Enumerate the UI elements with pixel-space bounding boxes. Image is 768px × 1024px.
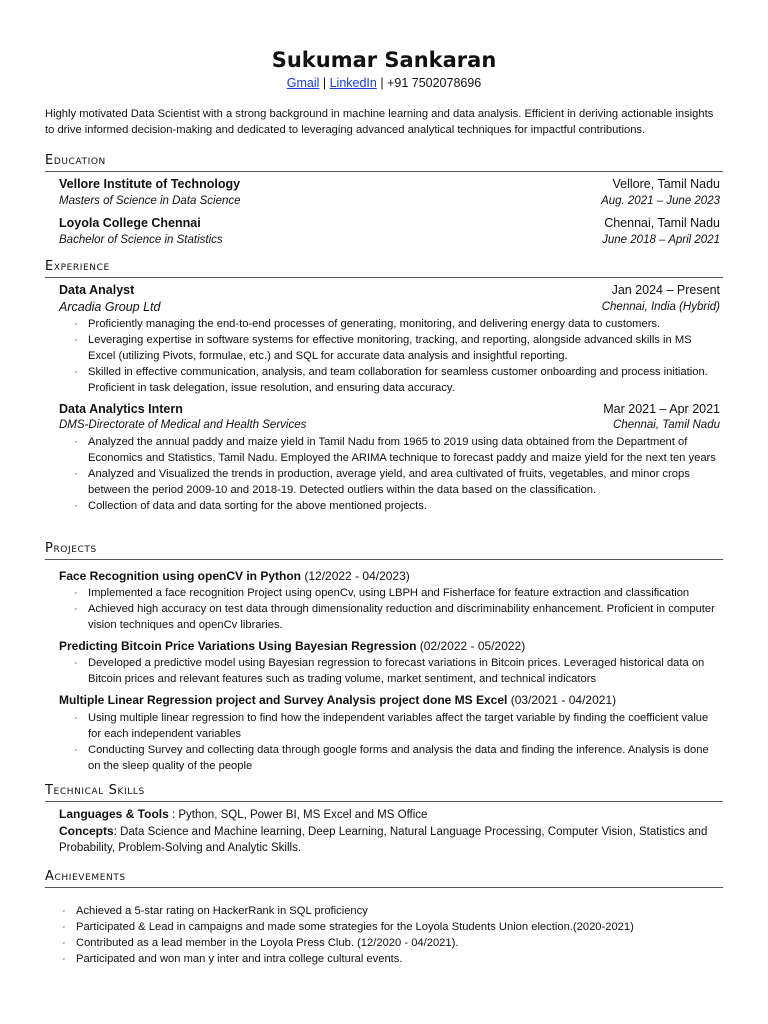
list-item: · Participated & Lead in campaigns and made some strategies for the Loyola Students Union election.(2020-2021)	[60, 919, 710, 935]
section-heading-experience: Experience	[45, 259, 723, 278]
contact-separator: |	[319, 76, 330, 90]
job-location: Chennai, India (Hybrid)	[601, 301, 720, 313]
job-dates: Mar 2021 – Apr 2021	[603, 402, 720, 416]
list-item: · Leveraging expertise in software systems for effective monitoring, tracking, and reporting, alongside advanced skills in MS Excel (utilizing Pivots, formulae, etc.) and SQL for accurate data analysis and insightful reporting.	[72, 332, 722, 364]
list-item: · Achieved high accuracy on test data through dimensionality reduction and discriminability enhancement. Proficient in computer vision techniques and openCv libraries.	[72, 601, 722, 633]
project-dates: (02/2022 - 05/2022)	[419, 639, 526, 653]
education-dates: June 2018 – April 2021	[602, 234, 720, 246]
concepts-value: Data Science and Machine learning, Deep Learning, Natural Language Processing, Computer Vision, Statistics and Probability, Problem-Solving and Analytic Skills.	[59, 826, 708, 854]
job-header	[59, 402, 720, 418]
languages-value: Python, SQL, Power BI, MS Excel and MS Office	[178, 809, 428, 821]
languages-separator: :	[168, 809, 179, 821]
list-item: · Proficiently managing the end-to-end processes of generating, monitoring, and delivering energy data to customers.	[72, 316, 722, 332]
school-name: Vellore Institute of Technology	[59, 177, 241, 191]
list-item: · Implemented a face recognition Project using openCv, using LBPH and Fisherface for feature extraction and classification	[72, 585, 722, 601]
phone-number: +91 7502078696	[387, 76, 482, 90]
job-bullets	[72, 316, 722, 396]
concepts-line	[59, 823, 719, 856]
list-item: · Conducting Survey and collecting data through google forms and analysis the data and finding the inference. Analysis is done on the sleep quality of the people	[72, 742, 722, 774]
list-item: · Collection of data and data sorting for the above mentioned projects.	[72, 498, 722, 514]
education-details	[59, 234, 720, 250]
linkedin-link[interactable]: LinkedIn	[329, 76, 377, 90]
contact-line	[0, 76, 768, 90]
job-organization: DMS-Directorate of Medical and Health Services	[59, 419, 307, 431]
languages-label: Languages & Tools	[59, 807, 169, 821]
job-location: Chennai, Tamil Nadu	[613, 419, 720, 431]
contact-separator: |	[376, 76, 388, 90]
degree: Masters of Science in Data Science	[59, 195, 241, 207]
section-heading-technical-skills: Technical Skills	[45, 783, 723, 802]
project-header	[59, 693, 720, 707]
degree: Bachelor of Science in Statistics	[59, 234, 223, 246]
education-details	[59, 195, 720, 211]
section-heading-projects: Projects	[45, 541, 723, 560]
project-header	[59, 639, 720, 653]
list-item: · Skilled in effective communication, analysis, and team collaboration for seamless customer onboarding and process initiation. Proficient in task delegation, issue resolution, and ensuring data accuracy.	[72, 364, 722, 396]
school-name: Loyola College Chennai	[59, 216, 201, 230]
project-title: Multiple Linear Regression project and Survey Analysis project done MS Excel	[59, 693, 508, 707]
candidate-name: Sukumar Sankaran	[271, 48, 497, 72]
job-title: Data Analyst	[59, 283, 135, 297]
concepts-label: Concepts	[59, 824, 114, 838]
job-bullets	[72, 434, 722, 514]
school-location: Vellore, Tamil Nadu	[612, 177, 720, 191]
gmail-link[interactable]: Gmail	[286, 76, 320, 90]
summary-paragraph: Highly motivated Data Scientist with a strong background in machine learning and data analysis. Efficient in deriving actionable insights to drive informed decision-making and dedicated to leveraging advanced analytical techniques for impactful contributions.	[45, 108, 714, 136]
list-item: · Contributed as a lead member in the Loyola Press Club. (12/2020 - 04/2021).	[60, 935, 710, 951]
school-location: Chennai, Tamil Nadu	[604, 216, 720, 230]
job-org-line	[59, 300, 720, 316]
list-item: · Analyzed the annual paddy and maize yield in Tamil Nadu from 1965 to 2019 using data obtained from the Department of Economics and Statistics, Tamil Nadu. Employed the ARIMA technique to forecast paddy and maize yield for the next ten years	[72, 434, 722, 466]
project-dates: (12/2022 - 04/2023)	[304, 569, 410, 583]
job-dates: Jan 2024 – Present	[611, 283, 720, 297]
concepts-separator: :	[113, 826, 121, 838]
list-item: · Using multiple linear regression to find how the independent variables affect the target variable by finding the coefficient value for each independent variables	[72, 710, 722, 742]
project-dates: (03/2021 - 04/2021)	[510, 693, 617, 707]
project-bullets	[72, 585, 722, 633]
section-heading-achievements: Achievements	[45, 869, 723, 888]
list-item: · Developed a predictive model using Bayesian regression to forecast variations in Bitcoin prices. Leveraged historical data on Bitcoin prices and relevant features such as trading volume, market sentiment, and technical indicators	[72, 655, 722, 687]
list-item: · Achieved a 5-star rating on HackerRank in SQL proficiency	[60, 903, 710, 919]
project-title: Predicting Bitcoin Price Variations Using Bayesian Regression	[59, 639, 417, 653]
job-title: Data Analytics Intern	[59, 402, 183, 416]
achievements-list	[60, 903, 710, 967]
education-dates: Aug. 2021 – June 2023	[601, 195, 720, 207]
list-item: · Analyzed and Visualized the trends in production, average yield, and area cultivated of fruits, vegetables, and minor crops between the period 2009-10 and 2018-19. Detected outliers within the data based on the classification.	[72, 466, 722, 498]
project-bullets	[72, 655, 722, 687]
job-header	[59, 283, 720, 299]
education-entry	[59, 177, 720, 193]
project-bullets	[72, 710, 722, 774]
skills-block	[59, 806, 719, 856]
job-organization: Arcadia Group Ltd	[59, 300, 161, 314]
project-title: Face Recognition using openCV in Python	[59, 569, 302, 583]
job-org-line	[59, 419, 720, 435]
project-header	[59, 569, 720, 583]
languages-line	[59, 806, 719, 823]
education-entry	[59, 216, 720, 232]
section-heading-education: Education	[45, 153, 723, 172]
list-item: · Participated and won man y inter and intra college cultural events.	[60, 951, 710, 967]
